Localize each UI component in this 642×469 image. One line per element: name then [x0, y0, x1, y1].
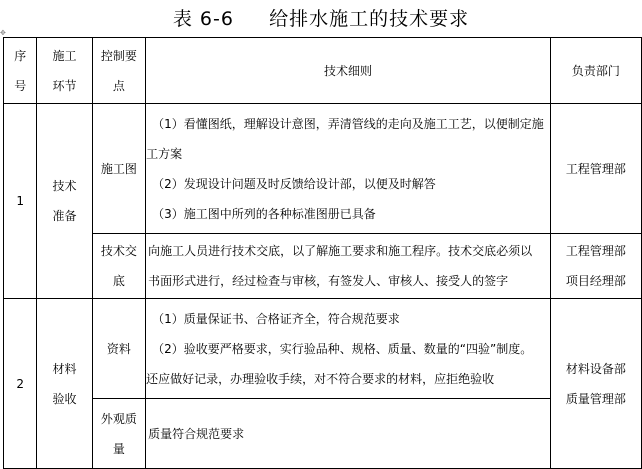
- control-point: 外观质 量: [92, 399, 146, 469]
- detail-cell: 向施工人员进行技术交底，以了解施工要求和施工程序。技术交底必须以 书面形式进行，经过检查与审核，有签发人、审核人、接受人的签字: [146, 234, 551, 299]
- dept-cell: 工程管理部 项目经理部: [550, 234, 641, 299]
- control-point: 技术交 底: [92, 234, 146, 299]
- header-control: 控制要 点: [92, 38, 146, 104]
- table-row: [4, 234, 642, 299]
- control-point: 施工图: [92, 104, 146, 234]
- dept-cell: 材料设备部 质量管理部: [550, 299, 641, 469]
- table-row: [4, 104, 642, 234]
- table-row: [4, 399, 642, 469]
- header-seq: 序 号: [4, 38, 37, 104]
- header-stage: 施工 环节: [37, 38, 92, 104]
- construction-requirements-table: [3, 37, 642, 469]
- table-title: 表 6-6 给排水施工的技术要求: [172, 8, 470, 30]
- control-point: 资料: [92, 299, 146, 399]
- header-row: [4, 38, 642, 104]
- detail-cell: （1）质量保证书、合格证齐全，符合规范要求 （2）验收要严格要求，实行验品种、规格、质量、数量的“四验”制度。 还应做好记录，办理验收手续，对不符合要求的材料，应拒绝验收: [146, 299, 551, 399]
- dept-cell: 工程管理部: [550, 104, 641, 234]
- detail-cell: 质量符合规范要求: [146, 399, 551, 469]
- table-row: [4, 299, 642, 399]
- row-seq: 2: [4, 299, 37, 469]
- header-dept: 负责部门: [550, 38, 641, 104]
- table-move-handle-icon[interactable]: ✥: [0, 29, 6, 37]
- row-seq: 1: [4, 104, 37, 299]
- row-stage: 材料 验收: [37, 299, 92, 469]
- header-detail: 技术细则: [146, 38, 551, 104]
- detail-cell: （1）看懂图纸，理解设计意图，弄清管线的走向及施工工艺，以便制定施 工方案 （2）发现设计问题及时反馈给设计部，以便及时解答 （3）施工图中所列的各种标准图册已具备: [146, 104, 551, 234]
- row-stage: 技术 准备: [37, 104, 92, 299]
